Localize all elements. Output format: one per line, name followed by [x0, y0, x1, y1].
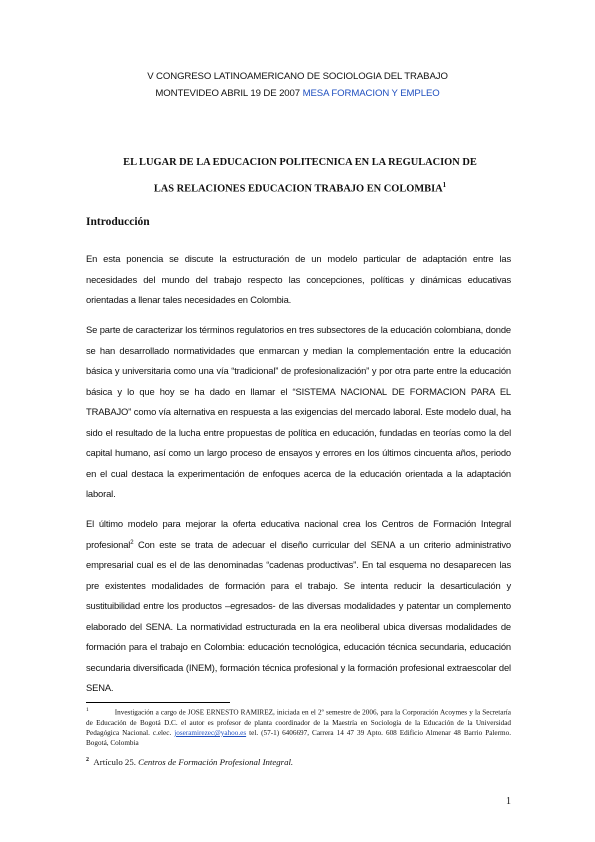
- congress-subheader-line: [0, 88, 595, 99]
- paragraph-3-start: El último modelo para mejorar la oferta educativa nacional crea los Centros de Formación Integral profesional: [86, 518, 511, 550]
- session-name: MESA FORMACION Y EMPLEO: [302, 88, 440, 99]
- footnote-ref-2: 2: [130, 539, 134, 546]
- author-email-link[interactable]: joseramirezec@yahoo.es: [174, 728, 247, 737]
- footnote-1-text: Investigación a cargo de JOSE ERNESTO RAMIREZ, iniciada en el 2º semestre de 2006, para la Corporación Acoymes y la Secretaría de Educación de Bogotá D.C. el autor es profesor de planta coordinador de la Maestría en Sociología de la Educación de la Universidad Pedagógica Nacional. c.elec.: [86, 708, 511, 737]
- footnote-2-italic: Centros de Formación Profesional Integral.: [138, 757, 294, 767]
- paragraph-2: Se parte de caracterizar los términos regulatorios en tres subsectores de la educación colombiana, donde se han desarrollado normatividades que enmarcan y median la complementación entre la educación básica y universitaria como una vía “tradicional” de profesionalización” y por otra parte entre la educación básica y lo que hoy se ha dado en llamar el “SISTEMA NACIONAL DE FORMACION PARA EL TRABAJO” como vía alternativa en respuesta a las exigencias del mercado laboral. Este modelo dual, ha sido el resultado de la lucha entre propuestas de política en educación, fundadas en teorías como la del capital humano, así como un largo proceso de ensayos y errores en los últimos cincuenta años, periodo en el cual destaca la experimentación de enfoques acerca de la educación orientada a la adaptación laboral.: [86, 324, 511, 499]
- section-heading: Introducción: [86, 216, 150, 228]
- footnote-2-label: Artículo 25.: [93, 757, 139, 767]
- footnote-separator: [86, 702, 230, 703]
- footnote-1-number: 1: [86, 707, 89, 713]
- paragraph-3-rest: Con este se trata de adecuar el diseño curricular del SENA a un criterio administrativo empresarial cual es el de las denominadas “cadenas productivas”. En tal esquema no desaparecen las pre existentes modalidades de formación para el trabajo. Se intenta reducir la desarticulación y sustituibilidad entre los productos –egresados- de las diversas modalidades y patentar un complemento elaborado del SENA. La normatividad estructurada en la era neoliberal ubica diversas modalidades de formación para el trabajo en Colombia: educación tecnológica, educación técnica secundaria, educación secundaria diversificada (INEM), formación técnica profesional y la formación profesional extraescolar del SENA.: [86, 538, 511, 693]
- paragraph-3: [86, 514, 511, 699]
- paper-title: [60, 152, 540, 200]
- footnote-ref-1: 1: [442, 181, 447, 189]
- paragraph-1: En esta ponencia se discute la estructuración de un modelo particular de adaptación entre las necesidades del mundo del trabajo respecto las concepciones, políticas y dinámicas educativas orientadas a llenar tales necesidades en Colombia.: [86, 253, 511, 305]
- page-number: 1: [506, 796, 511, 807]
- paper-title-line-2: [60, 174, 540, 200]
- paper-title-text: LAS RELACIONES EDUCACION TRABAJO EN COLOMBIA: [153, 183, 443, 195]
- footnote-2: [86, 757, 293, 767]
- congress-header-line: V CONGRESO LATINOAMERICANO DE SOCIOLOGIA DEL TRABAJO: [147, 71, 448, 82]
- footnote-1: [86, 705, 511, 749]
- paper-title-line-1: EL LUGAR DE LA EDUCACION POLITECNICA EN LA REGULACION DE: [123, 157, 477, 168]
- footnote-1-contact: tel. (57-1) 6406697, Carrera 14 47 39 Apto. 608 Edificio Almenar 48 Barrio Palermo. Bogotá, Colombia: [86, 728, 511, 748]
- footnote-2-number: 2: [86, 757, 89, 764]
- event-date-location: MONTEVIDEO ABRIL 19 DE 2007: [155, 88, 303, 99]
